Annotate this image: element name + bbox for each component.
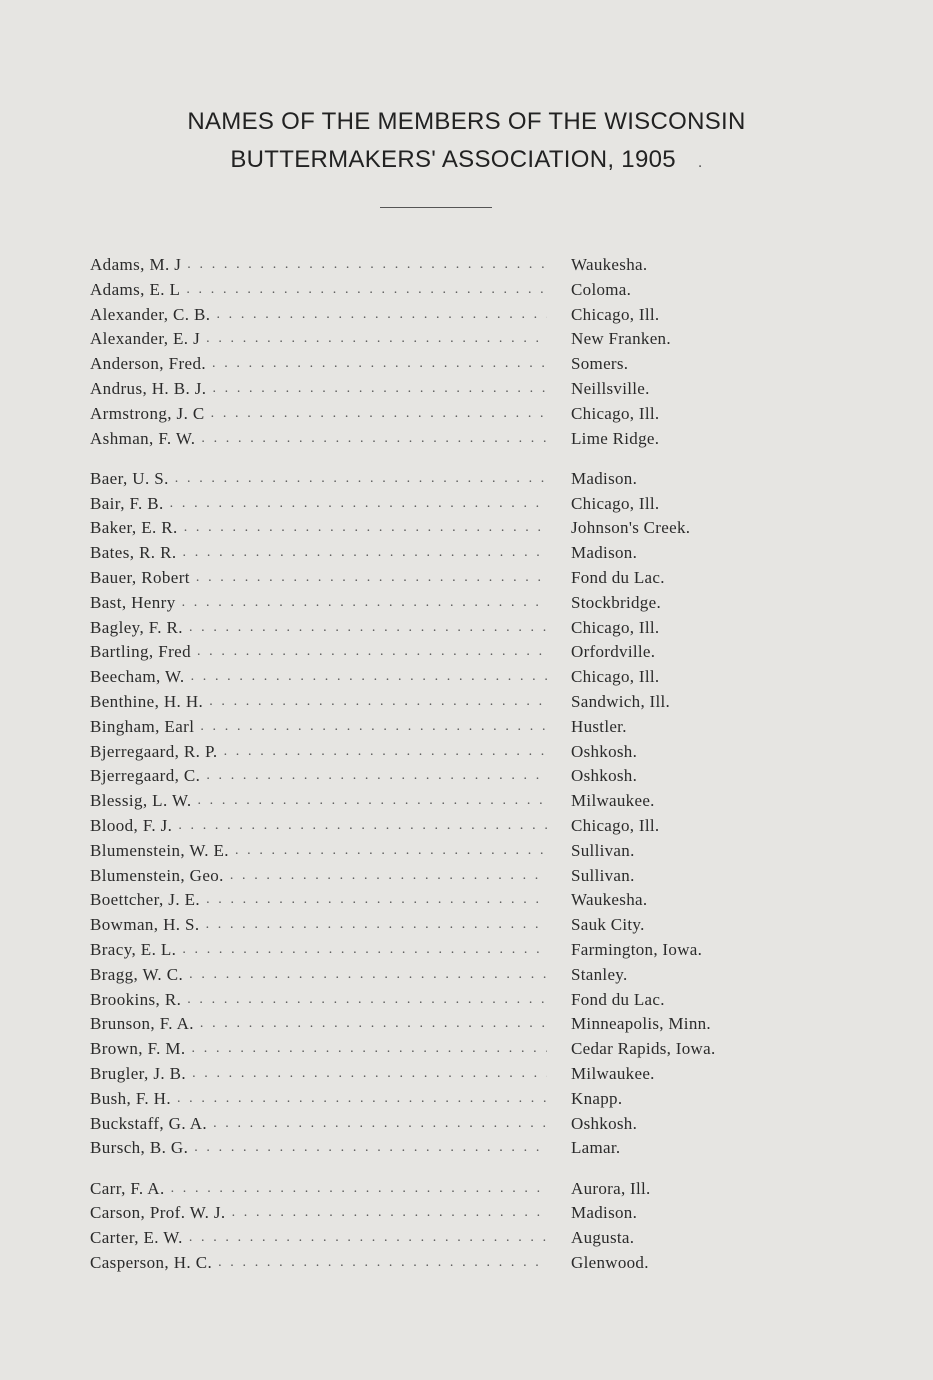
member-town: Milwaukee. — [571, 1064, 655, 1083]
member-name-leader — [90, 690, 555, 715]
member-name: Blumenstein, Geo. — [90, 865, 224, 885]
member-row — [90, 303, 790, 328]
member-row — [90, 789, 790, 814]
member-row — [90, 1226, 790, 1251]
member-row — [90, 690, 790, 715]
member-name: Brugler, J. B. — [90, 1064, 187, 1083]
member-town: Madison. — [571, 543, 638, 563]
member-name: Blessig, L. W. — [90, 791, 192, 811]
member-town: Oshkosh. — [571, 1113, 638, 1133]
member-row — [90, 427, 790, 452]
member-name-leader — [90, 814, 555, 839]
member-row — [90, 963, 790, 988]
dot-leader — [200, 715, 547, 740]
dot-leader — [178, 814, 547, 839]
member-town: Chicago, Ill. — [571, 403, 660, 423]
member-row — [90, 1087, 790, 1112]
member-town: Fond du Lac. — [571, 568, 665, 588]
member-name-leader — [90, 352, 555, 377]
member-row — [90, 541, 790, 566]
page-title-line-2 — [0, 146, 933, 174]
member-name: Brunson, F. A. — [90, 1014, 194, 1034]
member-name: Bast, Henry — [90, 592, 176, 612]
member-name: Adams, E. L — [90, 279, 181, 299]
member-row — [90, 888, 790, 913]
member-row — [90, 1251, 790, 1276]
dot-leader — [183, 541, 548, 566]
member-name: Buckstaff, G. A. — [90, 1113, 208, 1133]
dot-leader — [184, 516, 547, 541]
member-town: Aurora, Ill. — [571, 1178, 651, 1198]
member-name: Bursch, B. G. — [90, 1138, 189, 1158]
dot-leader — [170, 492, 547, 517]
member-row — [90, 1112, 790, 1137]
member-town: New Franken. — [571, 329, 671, 349]
dot-leader — [209, 690, 547, 715]
member-name-leader — [90, 789, 555, 814]
member-row — [90, 566, 790, 591]
member-name-leader — [90, 541, 555, 566]
member-row — [90, 665, 790, 690]
member-town: Lamar. — [571, 1138, 621, 1158]
member-name-leader — [90, 616, 555, 641]
dot-leader — [171, 1177, 547, 1202]
member-name: Carson, Prof. W. J. — [90, 1203, 226, 1223]
member-town: Knapp. — [571, 1088, 623, 1108]
page-title-line-2-text: BUTTERMAKERS' ASSOCIATION, 1905 — [230, 146, 676, 173]
member-town: Milwaukee. — [571, 791, 655, 811]
member-row — [90, 740, 790, 765]
member-name: Bartling, Fred — [90, 642, 191, 662]
dot-leader — [182, 938, 547, 963]
member-town: Lime Ridge. — [571, 428, 660, 448]
member-name: Adams, M. J — [90, 255, 182, 274]
member-name-leader — [90, 327, 555, 352]
member-name-leader — [90, 467, 555, 492]
member-name: Bagley, F. R. — [90, 617, 183, 637]
page-title-line-1: NAMES OF THE MEMBERS OF THE WISCONSIN — [187, 108, 746, 135]
member-town: Sandwich, Ill. — [571, 692, 671, 712]
member-row — [90, 516, 790, 541]
member-name: Bates, R. R. — [90, 543, 177, 563]
member-group-c — [90, 1177, 790, 1276]
member-name-leader — [90, 591, 555, 616]
member-row — [90, 913, 790, 938]
member-name-leader — [90, 988, 555, 1013]
dot-leader — [211, 402, 547, 427]
member-town: Oshkosh. — [571, 741, 638, 761]
dot-leader — [200, 1012, 547, 1037]
member-group-b — [90, 467, 790, 1161]
member-name-leader — [90, 377, 555, 402]
member-name-leader — [90, 1251, 555, 1276]
member-name: Anderson, Fred. — [90, 354, 207, 374]
member-town: Chicago, Ill. — [571, 617, 660, 637]
member-name: Bush, F. H. — [90, 1088, 171, 1108]
member-name: Boettcher, J. E. — [90, 890, 201, 910]
member-name: Bragg, W. C. — [90, 964, 184, 984]
member-row — [90, 864, 790, 889]
member-name: Bjerregaard, C. — [90, 766, 201, 786]
member-name: Armstrong, J. C — [90, 403, 205, 423]
member-town: Somers. — [571, 354, 629, 374]
member-town: Johnson's Creek. — [571, 518, 691, 538]
member-name-leader — [90, 1201, 555, 1226]
member-row — [90, 640, 790, 665]
dot-leader — [206, 327, 547, 352]
member-name: Bair, F. B. — [90, 493, 164, 513]
member-town: Cedar Rapids, Iowa. — [571, 1039, 716, 1059]
member-name-leader — [90, 1087, 555, 1112]
dot-leader — [213, 1112, 547, 1137]
dot-leader — [197, 789, 547, 814]
dot-leader — [192, 1062, 547, 1087]
member-row — [90, 715, 790, 740]
member-name: Carter, E. W. — [90, 1228, 183, 1248]
member-town: Neillsville. — [571, 378, 650, 398]
member-group-a — [90, 253, 790, 451]
member-name-leader — [90, 253, 555, 278]
member-name: Bauer, Robert — [90, 568, 190, 588]
dot-leader — [201, 427, 547, 452]
member-town: Sullivan. — [571, 865, 635, 885]
member-town: Waukesha. — [571, 255, 648, 274]
member-town: Fond du Lac. — [571, 989, 665, 1009]
member-name: Bracy, E. L. — [90, 940, 177, 960]
member-town: Augusta. — [571, 1228, 635, 1248]
member-name-leader — [90, 665, 555, 690]
member-town: Chicago, Ill. — [571, 667, 660, 687]
member-name: Alexander, E. J — [90, 329, 201, 349]
member-town: Chicago, Ill. — [571, 816, 660, 836]
member-name-leader — [90, 938, 555, 963]
member-name: Baker, E. R. — [90, 518, 178, 538]
member-name-leader — [90, 1062, 555, 1087]
member-name-leader — [90, 764, 555, 789]
dot-leader — [177, 1087, 547, 1112]
member-town: Farmington, Iowa. — [571, 940, 703, 960]
dot-leader — [187, 253, 547, 278]
member-name-leader — [90, 402, 555, 427]
member-list — [90, 253, 790, 1276]
dot-leader — [235, 839, 547, 864]
dot-leader — [182, 591, 547, 616]
member-row — [90, 492, 790, 517]
member-row — [90, 616, 790, 641]
dot-leader — [232, 1201, 547, 1226]
member-row — [90, 278, 790, 303]
member-town: Stockbridge. — [571, 592, 662, 612]
dot-leader — [191, 665, 547, 690]
member-town: Chicago, Ill. — [571, 493, 660, 513]
dot-leader — [192, 1037, 547, 1062]
member-town: Waukesha. — [571, 890, 648, 910]
member-name: Bjerregaard, R. P. — [90, 741, 218, 761]
member-name: Casperson, H. C. — [90, 1253, 213, 1273]
dot-leader — [218, 1251, 547, 1276]
member-name: Baer, U. S. — [90, 468, 169, 488]
dot-leader — [230, 864, 547, 889]
member-row — [90, 1012, 790, 1037]
title-trailing-mark: . — [697, 154, 703, 171]
member-row — [90, 988, 790, 1013]
dot-leader — [187, 988, 547, 1013]
member-town: Minneapolis, Minn. — [571, 1014, 711, 1034]
member-row — [90, 402, 790, 427]
dot-leader — [189, 616, 547, 641]
member-name-leader — [90, 427, 555, 452]
dot-leader — [206, 888, 547, 913]
member-row — [90, 377, 790, 402]
member-name-leader — [90, 566, 555, 591]
member-name: Benthine, H. H. — [90, 692, 204, 712]
member-row — [90, 253, 790, 278]
dot-leader — [175, 467, 547, 492]
member-name-leader — [90, 963, 555, 988]
member-town: Glenwood. — [571, 1253, 649, 1273]
member-name-leader — [90, 492, 555, 517]
member-name-leader — [90, 839, 555, 864]
member-row — [90, 467, 790, 492]
member-name: Bowman, H. S. — [90, 915, 200, 935]
dot-leader — [216, 303, 547, 328]
member-name-leader — [90, 1012, 555, 1037]
member-town: Sauk City. — [571, 915, 645, 935]
member-name: Andrus, H. B. J. — [90, 378, 207, 398]
member-name: Bingham, Earl — [90, 716, 195, 736]
member-town: Coloma. — [571, 279, 632, 299]
member-name-leader — [90, 516, 555, 541]
member-row — [90, 814, 790, 839]
member-row — [90, 764, 790, 789]
member-name-leader — [90, 303, 555, 328]
member-name: Alexander, C. B. — [90, 304, 211, 324]
dot-leader — [206, 913, 547, 938]
member-name-leader — [90, 1037, 555, 1062]
member-name: Brown, F. M. — [90, 1039, 186, 1059]
member-town: Orfordville. — [571, 642, 656, 662]
member-name: Brookins, R. — [90, 989, 182, 1009]
member-town: Sullivan. — [571, 840, 635, 860]
member-name-leader — [90, 888, 555, 913]
member-town: Hustler. — [571, 716, 627, 736]
member-town: Chicago, Ill. — [571, 304, 660, 324]
member-name-leader — [90, 715, 555, 740]
member-town: Madison. — [571, 468, 638, 488]
member-row — [90, 1037, 790, 1062]
dot-leader — [224, 740, 547, 765]
member-name-leader — [90, 278, 555, 303]
member-row — [90, 327, 790, 352]
member-town: Stanley. — [571, 964, 628, 984]
member-name-leader — [90, 864, 555, 889]
member-name: Blood, F. J. — [90, 816, 173, 836]
member-name: Ashman, F. W. — [90, 428, 196, 448]
member-name: Beecham, W. — [90, 667, 185, 687]
member-name: Blumenstein, W. E. — [90, 840, 229, 860]
dot-leader — [206, 764, 547, 789]
member-row — [90, 1136, 790, 1161]
dot-leader — [194, 1136, 547, 1161]
member-name-leader — [90, 640, 555, 665]
dot-leader — [197, 640, 547, 665]
member-town: Madison. — [571, 1203, 638, 1223]
member-name-leader — [90, 1136, 555, 1161]
dot-leader — [186, 278, 547, 303]
dot-leader — [189, 1226, 547, 1251]
dot-leader — [196, 566, 547, 591]
member-town: Oshkosh. — [571, 766, 638, 786]
dot-leader — [212, 377, 547, 402]
title-divider — [380, 207, 492, 208]
member-row — [90, 591, 790, 616]
dot-leader — [212, 352, 547, 377]
dot-leader — [189, 963, 547, 988]
member-row — [90, 839, 790, 864]
member-row — [90, 1177, 790, 1202]
member-name-leader — [90, 1177, 555, 1202]
member-row — [90, 352, 790, 377]
member-name-leader — [90, 1112, 555, 1137]
member-row — [90, 1201, 790, 1226]
member-name: Carr, F. A. — [90, 1178, 165, 1198]
member-row — [90, 1062, 790, 1087]
member-name-leader — [90, 1226, 555, 1251]
member-name-leader — [90, 740, 555, 765]
member-name-leader — [90, 913, 555, 938]
member-row — [90, 938, 790, 963]
